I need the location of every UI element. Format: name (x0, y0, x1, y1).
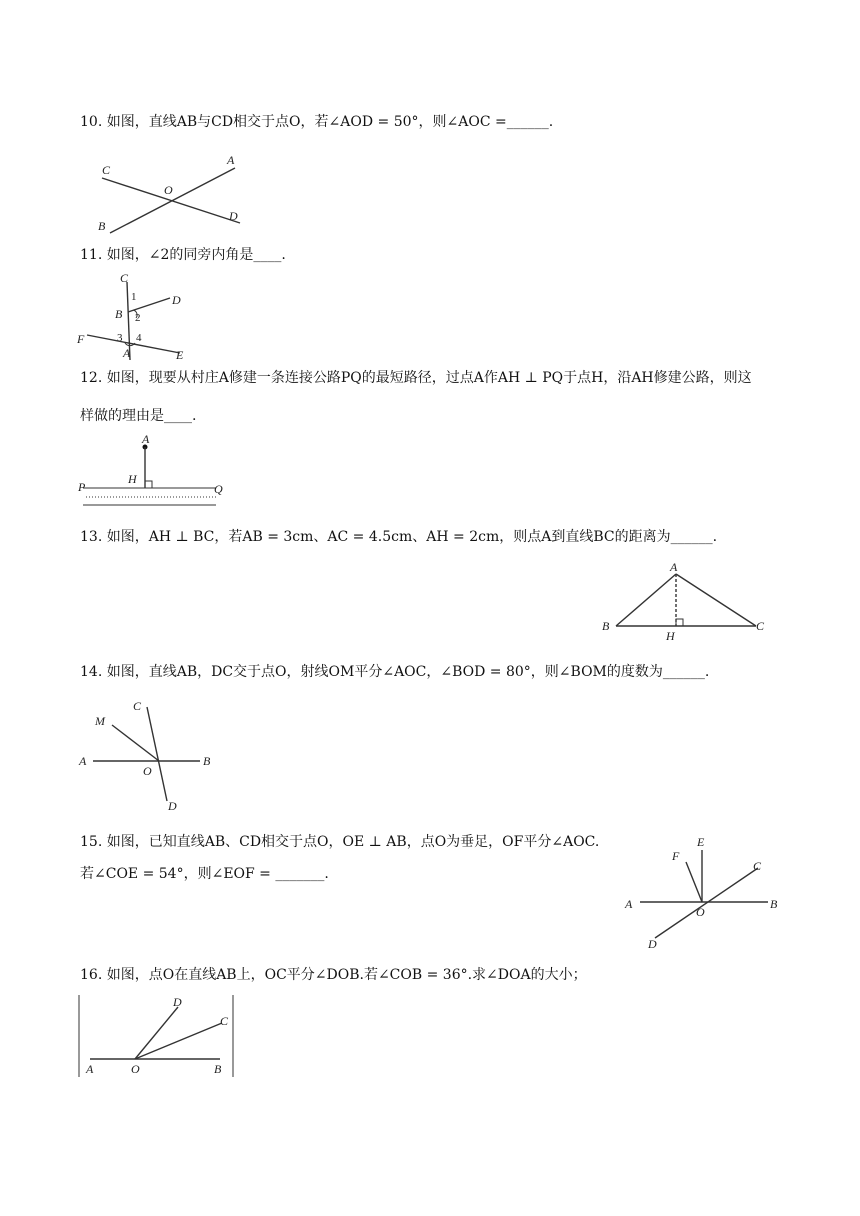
label-B: B (115, 307, 123, 321)
figure-q13 (598, 558, 778, 643)
question-12-line2: 样做的理由是____. (80, 408, 197, 424)
label-O: O (131, 1062, 140, 1076)
label-D: D (229, 209, 238, 223)
question-14-text: 14. 如图，直线AB，DC交于点O，射线OM平分∠AOC，∠BOD = 80°，则∠BOM的度数为______. (80, 664, 710, 680)
label-Q: Q (214, 482, 223, 496)
label-O: O (164, 183, 173, 197)
label-E: E (176, 348, 184, 362)
label-H: H (128, 472, 137, 486)
figure-q11 (75, 268, 195, 363)
label-A: A (86, 1062, 94, 1076)
label-C: C (753, 859, 762, 873)
label-2: 2 (135, 312, 141, 324)
label-E: E (697, 835, 705, 849)
question-10-text: 10. 如图，直线AB与CD相交于点O，若∠AOD = 50°，则∠AOC =______. (80, 114, 554, 130)
label-M: M (95, 714, 105, 728)
label-A: A (670, 560, 678, 574)
label-D: D (172, 293, 181, 307)
figure-q12 (78, 432, 228, 510)
label-B: B (98, 219, 106, 233)
label-C: C (220, 1014, 229, 1028)
label-F: F (672, 849, 680, 863)
label-4: 4 (136, 332, 142, 344)
label-D: D (648, 937, 657, 951)
question-15-line2: 若∠COE = 54°，则∠EOF = _______. (80, 866, 329, 882)
label-B: B (602, 619, 610, 633)
question-16-text: 16. 如图，点O在直线AB上，OC平分∠DOB.若∠COB = 36°.求∠DOA的大小； (80, 967, 587, 983)
label-B: B (203, 754, 211, 768)
label-P: P (78, 480, 86, 494)
label-C: C (120, 271, 129, 285)
label-D: D (173, 995, 182, 1009)
label-1: 1 (131, 291, 137, 303)
figure-q16 (78, 995, 238, 1080)
label-C: C (756, 619, 765, 633)
question-12-line1: 12. 如图，现要从村庄A修建一条连接公路PQ的最短路径，过点A作AH ⊥ PQ于点H，沿AH修建公路，则这 (80, 370, 752, 386)
figure-q10 (90, 150, 250, 240)
figure-q14 (75, 695, 235, 815)
label-A: A (227, 153, 235, 167)
label-A: A (79, 754, 87, 768)
label-H: H (666, 629, 675, 643)
label-A: A (142, 432, 150, 446)
question-15-line1: 15. 如图，已知直线AB、CD相交于点O，OE ⊥ AB，点O为垂足，OF平分∠AOC. (80, 834, 600, 850)
label-O: O (143, 764, 152, 778)
label-B: B (770, 897, 778, 911)
figure-q15 (620, 830, 790, 950)
question-11-text: 11. 如图，∠2的同旁内角是____. (80, 247, 286, 263)
label-B: B (214, 1062, 222, 1076)
label-A: A (625, 897, 633, 911)
label-3: 3 (117, 332, 123, 344)
label-C: C (102, 163, 111, 177)
label-F: F (77, 332, 85, 346)
label-D: D (168, 799, 177, 813)
question-13-text: 13. 如图，AH ⊥ BC，若AB = 3cm、AC = 4.5cm、AH = 2cm，则点A到直线BC的距离为______. (80, 529, 718, 545)
label-O: O (696, 905, 705, 919)
label-C: C (133, 699, 142, 713)
label-A: A (123, 346, 131, 360)
